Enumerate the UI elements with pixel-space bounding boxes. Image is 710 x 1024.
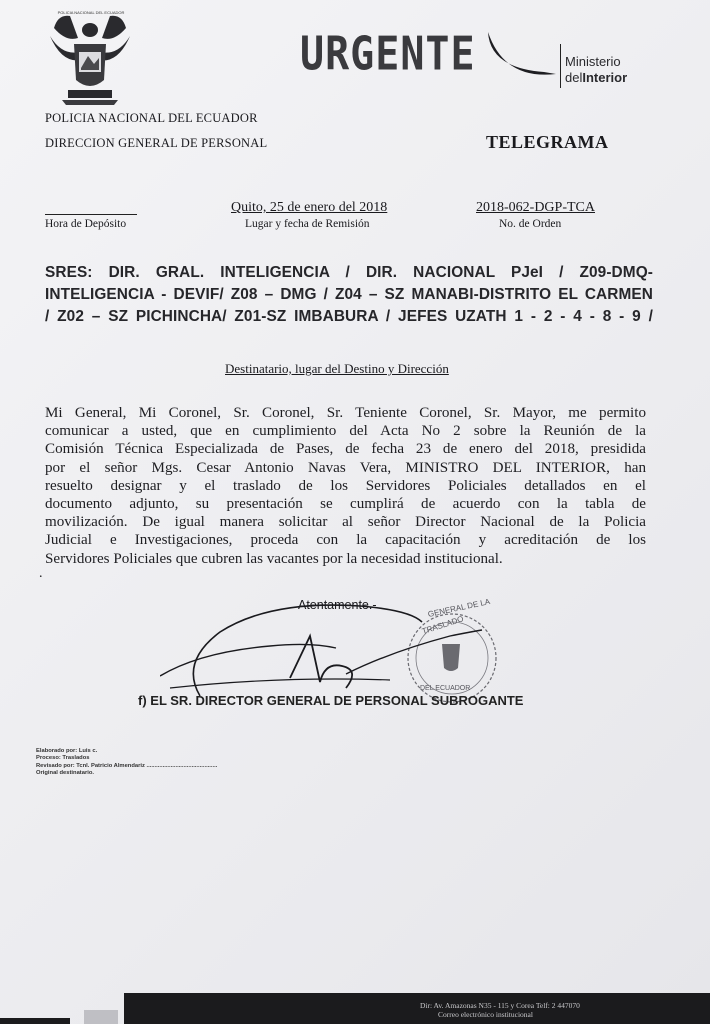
hora-label: Hora de Depósito <box>45 218 127 230</box>
body-line: por el señor Mgs. Cesar Antonio Navas Vera, MINISTRO DEL INTERIOR, han <box>45 459 646 476</box>
footnote-line: Elaborado por: Luis c. <box>36 748 98 754</box>
body-line: Judicial e Investigaciones, proceda con la capacitación y acreditación de los <box>45 532 646 549</box>
ministry-line2-bold: Interior <box>582 70 628 85</box>
recipients-line: / Z02 – SZ PICHINCHA/ Z01-SZ IMBABURA / JEFES UZATH 1 - 2 - 4 - 8 - 9 / <box>45 308 653 325</box>
ministry-name <box>565 54 627 86</box>
hora-blank-line <box>45 214 137 215</box>
recipients-block <box>45 262 653 328</box>
signatory-title: f) EL SR. DIRECTOR GENERAL DE PERSONAL SUBROGANTE <box>138 693 524 708</box>
ministry-swoosh-logo <box>484 28 568 88</box>
body-line: documento adjunto, su presentación se cumplirá de acuerdo con la tabla de <box>45 496 646 513</box>
stamp-text-mid: TRASLADO <box>420 614 465 637</box>
place-date-value: Quito, 25 de enero del 2018 <box>231 200 388 215</box>
footer-address-line: Dir: Av. Amazonas N35 - 115 y Corea Telf: 2 447070 <box>420 1001 580 1010</box>
department-name: DIRECCION GENERAL DE PERSONAL <box>45 136 268 150</box>
body-line: Mi General, Mi Coronel, Sr. Coronel, Sr. Teniente Coronel, Sr. Mayor, me permito <box>45 405 646 421</box>
police-crest-logo <box>48 8 132 106</box>
place-date-label: Lugar y fecha de Remisión <box>245 218 370 230</box>
body-line: resuelto designar y el traslado de los Servidores Policiales detallados en el <box>45 477 646 494</box>
ministry-line2-prefix: del <box>565 70 583 85</box>
footer-left-bar <box>0 1018 70 1024</box>
organization-name: POLICIA NACIONAL DEL ECUADOR <box>45 111 258 125</box>
footnote-line: Revisado por: Tcnl. Patricio Almendariz ............................................ <box>36 762 218 769</box>
stamp-text-top: GENERAL DE LA <box>427 596 491 619</box>
crest-caption: POLICIA NACIONAL DEL ECUADOR <box>57 10 125 15</box>
urgent-stamp: URGENTE <box>300 28 476 81</box>
message-body <box>45 404 646 568</box>
body-line: Servidores Policiales que cubren las vacantes por la necesidad institucional. <box>45 550 503 567</box>
ministry-line1: Ministerio <box>565 54 621 69</box>
stray-dot: . <box>39 566 43 581</box>
footer-code-stub <box>84 1010 118 1024</box>
destination-label: Destinatario, lugar del Destino y Dirección <box>225 361 449 376</box>
closing-salutation: Atentamente.- <box>298 598 377 612</box>
footnote-line: Original destinatario. <box>36 770 94 777</box>
order-number-value: 2018-062-DGP-TCA <box>476 200 595 215</box>
prepared-by-footnote <box>36 748 217 778</box>
footnote-line: Proceso: Traslados <box>36 755 90 762</box>
footer-bar <box>124 993 710 1024</box>
footer-address <box>420 1001 580 1019</box>
document-type-title: TELEGRAMA <box>486 132 609 152</box>
body-line: comunicar a usted, que en cumplimiento del Acta No 2 sobre la Reunión de la <box>45 423 646 440</box>
footer-email-line: Correo electrónico institucional <box>438 1010 533 1019</box>
recipients-line: INTELIGENCIA - DEVIF/ Z08 – DMG / Z04 – SZ MANABI-DISTRITO EL CARMEN <box>45 286 653 303</box>
body-line: Comisión Técnica Especializada de Pases, de fecha 23 de enero del 2018, presidida <box>45 441 646 458</box>
ministry-divider <box>560 44 561 88</box>
stamp-text-bottom: DEL ECUADOR <box>420 685 471 692</box>
body-line: movilización. De igual manera solicitar al señor Director Nacional de la Policia <box>45 514 646 531</box>
recipients-line: SRES: DIR. GRAL. INTELIGENCIA / DIR. NACIONAL PJeI / Z09-DMQ- <box>45 264 653 281</box>
order-number-label: No. de Orden <box>499 218 562 230</box>
